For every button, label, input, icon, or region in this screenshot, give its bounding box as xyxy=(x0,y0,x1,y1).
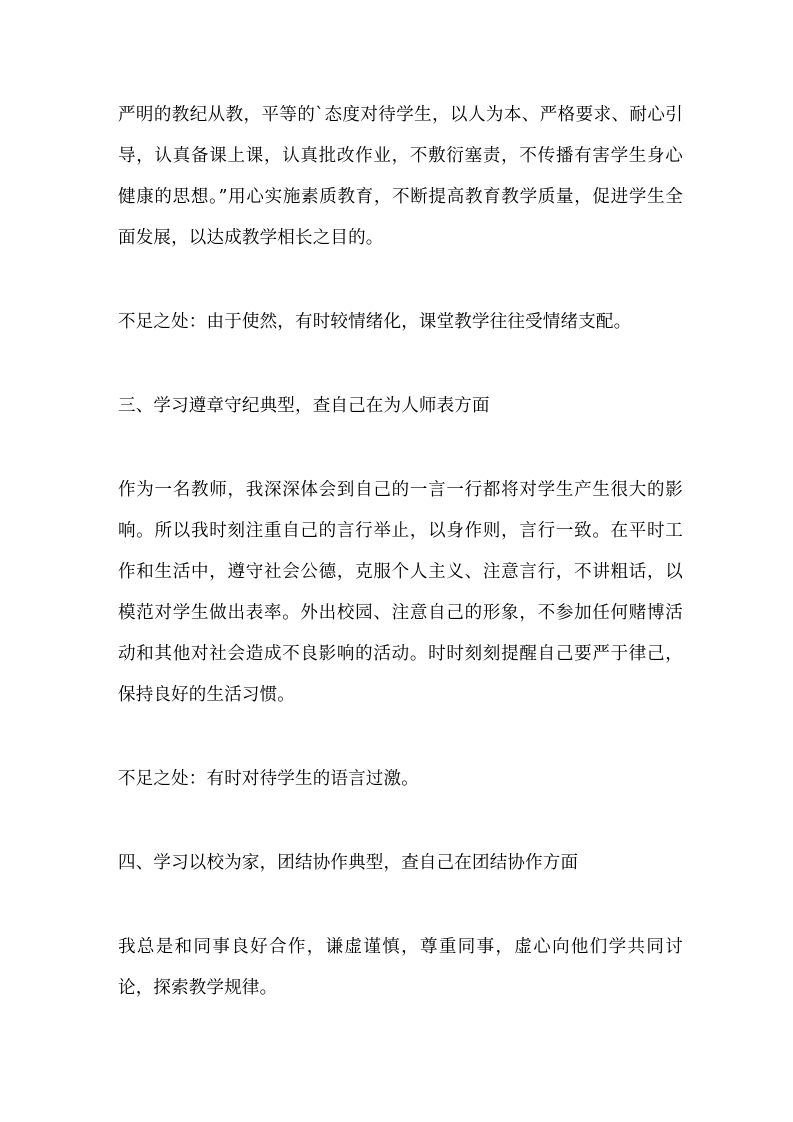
paragraph-spacer xyxy=(118,427,683,470)
section-heading-three: 三、学习遵章守纪典型，查自己在为人师表方面 xyxy=(118,396,490,416)
paragraph-teamwork: 我总是和同事良好合作，谦虚谨慎，尊重同事，虚心向他们学共同讨论，探索教学规律。 xyxy=(118,937,683,998)
section-heading-four: 四、学习以校为家，团结协作典型，查自己在团结协作方面 xyxy=(118,853,579,873)
paragraph-spacer xyxy=(118,884,683,927)
paragraph-spacer xyxy=(118,343,683,386)
paragraph-spacer xyxy=(118,259,683,302)
paragraph-shortcoming-emotion: 不足之处：由于使然，有时较情绪化，课堂教学往往受情绪支配。 xyxy=(118,312,632,332)
paragraph-shortcoming-language: 不足之处：有时对待学生的语言过激。 xyxy=(118,769,419,789)
paragraph-role-model: 作为一名教师，我深深体会到自己的一言一行都将对学生产生很大的影响。所以我时刻注重自己的言行举止，以身作则，言行一致。在平时工作和生活中，遵守社会公德，克服个人主义、注意言行，不讲粗话，以模范对学生做出表率。外出校园、注意自己的形象，不参加任何赌博活动和其他对社会造成不良影响的活动。时时刻刻提醒自己要严于律己，保持良好的生活习惯。 xyxy=(118,480,683,705)
paragraph-spacer xyxy=(118,716,683,759)
paragraph-teaching-attitude: 严明的教纪从教，平等的`态度对待学生，以人为本、严格要求、耐心引导，认真备课上课，认真批改作业，不敷衍塞责，不传播有害学生身心健康的思想。”用心实施素质教育，不断提高教育教学质量，促进学生全面发展，以达成教学相长之目的。 xyxy=(118,105,683,248)
document-body xyxy=(118,95,683,1009)
paragraph-spacer xyxy=(118,800,683,843)
